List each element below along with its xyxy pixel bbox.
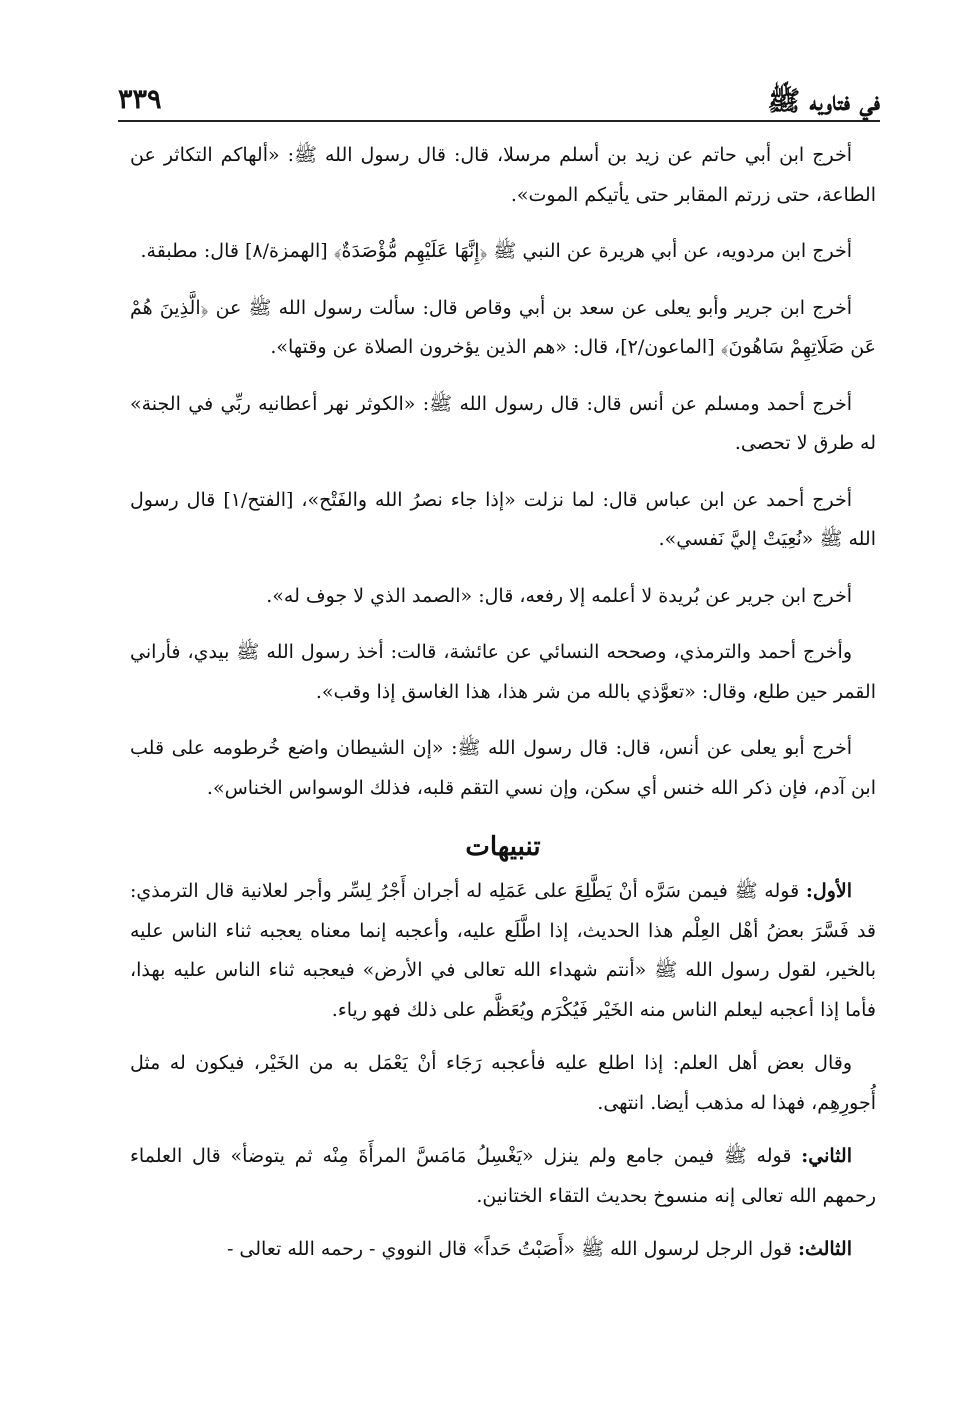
note-lead: الثالث: [797, 1238, 852, 1260]
note-lead: الأول: [805, 880, 852, 902]
note-lead: الثاني: [801, 1145, 852, 1167]
hadith-paragraph: أخرج ابن أبي حاتم عن زيد بن أسلم مرسلا، قال: قال رسول الله ﷺ: «ألهاكم التكاثر عن الطاعة، حتى زرتم المقابر حتى يأتيكم الموت». [130, 144, 876, 206]
page-number: ٣٣٩ [118, 84, 162, 115]
hadith-paragraph: أخرج ابن جرير عن بُريدة لا أعلمه إلا رفعه، قال: «الصمد الذي لا جوف له». [266, 584, 852, 607]
note-text: قوله ﷺ فيمن جامع ولم ينزل «يَغْسِلُ مَامَسَّ المرأَةَ مِنْه ثم يتوضأ» قال العلماء رحمهم الله تعالى إنه منسوخ بحديث التقاء الختانين. [130, 1145, 876, 1207]
hadith-paragraph: أخرج أحمد عن ابن عباس قال: لما نزلت «إذا جاء نصرُ الله والفَتْح»، [الفتح/١] قال رسول الله ﷺ «نُعِيَتْ إليَّ نَفسي». [130, 488, 876, 550]
page-header [118, 76, 880, 122]
page-body [130, 136, 876, 1284]
section-heading: تنبيهات [465, 832, 541, 862]
note-paragraph [130, 1230, 876, 1270]
hadith-paragraph: أخرج ابن مردويه، عن أبي هريرة عن النبي ﷺ ﴿إِنَّهَا عَلَيْهِم مُّؤْصَدَةٌ﴾ [الهمزة/٨] قال: مطبقة. [140, 240, 852, 262]
hadith-paragraph: وأخرج أحمد والترمذي، وصححه النسائي عن عائشة، قالت: أخذ رسول الله ﷺ بيدي، فأراني القمر حين طلع، وقال: «تعوَّذي بالله من شر هذا، هذا الغاسق إذا وقب». [130, 641, 876, 703]
note-paragraph [130, 1044, 876, 1123]
hadith-paragraph: أخرج أحمد ومسلم عن أنس قال: قال رسول الله ﷺ: «الكوثر نهر أعطانيه ربِّي في الجنة» له طرق لا تحصى. [130, 392, 876, 454]
note-text: قوله ﷺ فيمن سَرَّه أنْ يَطَّلِعَ على عَمَلِه له أجران أَجْرُ لِسِّر وأجر لعلانية قال الترمذي: قد فَسَّرَ بعضُ أهْل العِلْم هذا الحديث، إذا اطَّلَع عليه، وأعجبه إنما معناه يعجبه ثناء الناس عليه بالخير، لقول رسول الله ﷺ «أنتم شهداء الله تعالى في الأرض» فيعجبه ثناء الناس عليه بهذا، فأما إذا أعجبه ليعلم الناس منه الخَيْر فَيُكْرَم ويُعَظَّم على ذلك فهو رياء. [130, 880, 876, 1021]
note-paragraph [130, 872, 876, 1030]
note-text: قول الرجل لرسول الله ﷺ «أَصَبْتُ حَداً» قال النووي - رحمه الله تعالى - [226, 1238, 798, 1260]
running-title: في فتاويه ﷺ [767, 86, 880, 117]
note-paragraph [130, 1137, 876, 1216]
hadith-paragraph: أخرج ابن جرير وأبو يعلى عن سعد بن أبي وقاص قال: سألت رسول الله ﷺ عن ﴿الَّذِينَ هُمْ عَن صَلَاتِهِمْ سَاهُونَ﴾ [الماعون/٢]، قال: «هم الذين يؤخرون الصلاة عن وقتها». [130, 296, 876, 358]
hadith-paragraph: أخرج أبو يعلى عن أنس، قال: قال رسول الله ﷺ: «إن الشيطان واضع خُرطومه على قلب ابن آدم، فإن ذكر الله خنس أي سكن، وإن نسي التقم قلبه، فذلك الوسواس الخناس». [130, 737, 876, 799]
note-text: وقال بعض أهل العلم: إذا اطلع عليه فأعجبه رَجَاء أنْ يَعْمَل به من الخَيْر، فيكون له مثل أُجورِهِم، فهذا له مذهب أيضا. انتهى. [130, 1052, 876, 1114]
